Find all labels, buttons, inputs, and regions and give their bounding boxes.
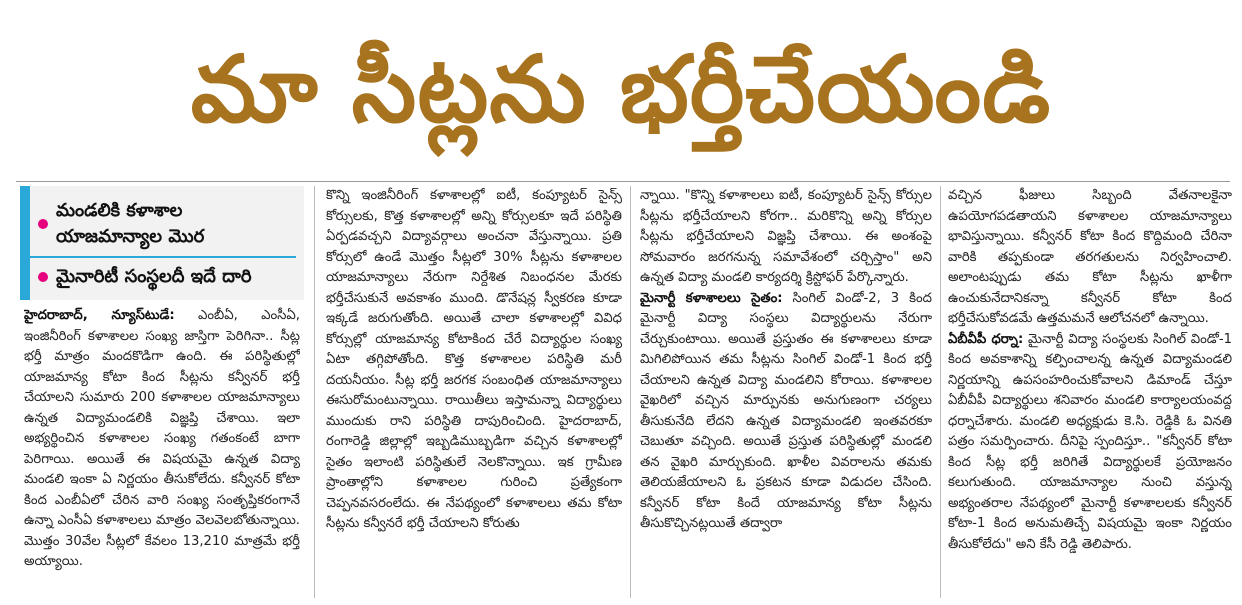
bullet-dot-icon [38, 272, 48, 282]
bullet-dot-icon [38, 219, 48, 229]
headline: మా సీట్లను భర్తీచేయండి [190, 36, 1052, 143]
column-4-paragraph-1 [948, 186, 1232, 330]
column-4-body-2: మైనార్టీ విద్యా సంస్థలకు సింగిల్ విండో-1 కింద అవకాశాన్ని కల్పించాలన్న ఉన్నత విద్యామండలి నిర్ణయాన్ని ఉపసంహరించుకోవాలని డిమాండ్ చేస్తూ ఏబీవీపీ విద్యార్థులు శనివారం మండలి కార్యాలయంవద్ద ధర్నాచేశారు. మండలి అధ్యక్షుడు కె.సి. రెడ్డికి ఓ వినతి పత్రం సమర్పించారు. దీనిపై స్పందిస్తూ.. "కన్వీనర్ కోటా కింద సీట్ల భర్తీ జరిగితే విద్యార్థులకే ప్రయోజనం కలుగుతుంది. యాజమాన్యాల నుంచి వస్తున్న అభ్యంతరాల నేపథ్యంలో మైనార్టీ కళాశాలలకు కన్వీనర్ కోటా-1 కింద అనుమతిచ్చే విషయమై ఇంకా నిర్ణయం తీసుకోలేదు" అని కేసీ రెడ్డి తెలిపారు. [948, 331, 1232, 552]
sidebox-accent [20, 186, 30, 300]
dateline: హైదరాబాద్, న్యూస్‌టుడే: [24, 308, 175, 323]
article-column-3 [640, 186, 932, 598]
column-rule [630, 186, 631, 598]
column-rule [314, 186, 315, 598]
column-1-paragraph [24, 306, 300, 573]
column-4-paragraph-2 [948, 330, 1232, 556]
column-2-paragraph [326, 186, 622, 535]
headline-rule [16, 181, 1230, 182]
sidebox-bullet-1-text: మండలికి కళాశాల యాజమాన్యాల మొర [56, 200, 205, 247]
sidebox-divider [30, 256, 296, 258]
sidebox-bullet-1 [38, 198, 294, 250]
subhead-abvp: ఏబీవీపీ ధర్నా: [948, 331, 1024, 347]
sidebar-box [20, 186, 304, 300]
article-column-2 [326, 186, 622, 598]
column-4-body-1: వచ్చిన ఫీజులు సిబ్బంది వేతనాలకైనా ఉపయోగపడతాయని కళాశాలల యాజమాన్యాలు భావిస్తున్నాయి. కన్వీనర్ కోటా కింద కొద్దిమంది చేరినా వారికి తప్పకుండా తరగతులను నిర్వహించాలి. అలాంటప్పుడు తమ కోటా సీట్లను ఖాళీగా ఉంచుకునేదానికన్నా కన్వీనర్ కోటా కింద భర్తీచేసుకోవడమే ఉత్తమమనే ఆలోచనలో ఉన్నాయి. [948, 188, 1232, 326]
article-column-4 [948, 186, 1232, 598]
column-rule [940, 186, 941, 598]
column-3-paragraph-2 [640, 289, 932, 535]
subhead-minority: మైనార్టీ కళాశాలలు సైతం: [640, 290, 783, 306]
column-1-body: ఎంబీఏ, ఎంసీఏ, ఇంజినీరింగ్ కళాశాలల సంఖ్య జాస్తిగా పెరిగినా.. సీట్ల భర్తీ మాత్రం మందకొడిగా ఉంది. ఈ పరిస్థితుల్లో యాజమాన్య కోటా కింద సీట్లను కన్వీనర్ భర్తీ చేయాలని సుమారు 200 కళాశాలల యాజమాన్యాలు ఉన్నత విద్యామండలికి విజ్ఞప్తి చేశాయి. ఇలా అభ్యర్థించిన కళాశాలల సంఖ్య గతంకంటే బాగా పెరిగాయి. అయితే ఈ విషయమై ఉన్నత విద్యా మండలి ఇంకా ఏ నిర్ణయం తీసుకోలేదు. కన్వీనర్ కోటా కింద ఎంబీఏలో చేరిన వారి సంఖ్య సంతృప్తికరంగానే ఉన్నా ఎంసీఏ కళాశాలలు మాత్రం వెలవెలబోతున్నాయి. మొత్తం 30వేల సీట్లలో కేవలం 13,210 మాత్రమే భర్తీ అయ్యాయి. [24, 308, 300, 569]
article-column-1 [24, 306, 300, 598]
sidebox-bullet-2 [38, 264, 294, 290]
sidebox-bullet-2-text: మైనారిటీ సంస్థలదీ ఇదే దారి [56, 266, 252, 287]
column-3-paragraph-1 [640, 186, 932, 289]
column-2-body: కొన్ని ఇంజినీరింగ్ కళాశాలల్లో ఐటీ, కంప్యూటర్ సైన్స్ కోర్సులకు, కొత్త కళాశాలల్లో అన్ని కోర్సులకూ ఇదే పరిస్థితి ఏర్పడవచ్చని విద్యావర్గాలు అంచనా వేస్తున్నాయి. ప్రతి కోర్సులో ఉండే మొత్తం సీట్లలో 30% సీట్లను కళాశాలల యాజమాన్యాలు నేరుగా నిర్దేశిత నిబంధనల మేరకు భర్తీచేసుకునే అవకాశం ముంది. డొనేషన్ల స్వీకరణ కూడా ఇక్కడే జరుగుతోంది. అయితే చాలా కళాశాలల్లో వివిధ కోర్సుల్లో యాజమాన్య కోటాకింద చేరే విద్యార్థుల సంఖ్య ఏటా తగ్గిపోతోంది. కొత్త కళాశాలల పరిస్థితి మరీ దయనీయం. సీట్ల భర్తీ జరగక సంబంధిత యాజమాన్యాలు ఈసురోమంటున్నాయి. రాయితీలు ఇస్తామన్నా విద్యార్థులు ముందుకు రాని పరిస్థితి దాపురించింది. హైదరాబాద్, రంగారెడ్డి జిల్లాల్లో ఇబ్బడిముబ్బడిగా వచ్చిన కళాశాలల్లో సైతం ఇలాంటి పరిస్థితులే నెలకొన్నాయి. ఇక గ్రామీణ ప్రాంతాల్లోని కళాశాలల గురించి ప్రత్యేకంగా చెప్పనవసరంలేదు. ఈ నేపథ్యంలో కళాశాలలు తమ కోటా సీట్లను కన్వీనరే భర్తీ చేయాలని కోరుతు [326, 188, 622, 531]
column-3-body-2: సింగిల్ విండో-2, 3 కింద మైనార్టీ విద్యా సంస్థలు విద్యార్థులను నేరుగా చేర్చుకుంటాయి. అయితే ప్రస్తుతం ఈ కళాశాలలు కూడా మిగిలిపోయిన తమ సీట్లను సింగిల్ విండో-1 కింద భర్తీ చేయాలని ఉన్నత విద్యా మండలిని కోరాయి. కళాశాలల వైఖరిలో వచ్చిన మార్పునకు అనుగుణంగా చర్యలు తీసుకునేది లేదని ఉన్నత విద్యామండలి ఇంతవరకూ చెబుతూ వచ్చింది. అయితే ప్రస్తుత పరిస్థితుల్లో మండలి తన వైఖరి మార్చుకుంది. ఖాళీల వివరాలను తమకు తెలియజేయాలని ఓ ప్రకటన కూడా విడుదల చేసింది. కన్వీనర్ కోటా కిందే యాజమాన్య కోటా సీట్లను తీసుకొచ్చినట్లయితే తద్వారా [640, 290, 932, 531]
column-3-body-1: న్నాయి. "కొన్ని కళాశాలలు ఐటీ, కంప్యూటర్ సైన్స్ కోర్సుల సీట్లను భర్తీచేయాలని కోరగా.. మరికొన్ని అన్ని కోర్సుల సీట్లను భర్తీచేయాలని విజ్ఞప్తి చేశాయి. ఈ అంశంపై సోమవారం జరగనున్న సమావేశంలో చర్చిస్తాం" అని ఉన్నత విద్యా మండలి కార్యదర్శి క్రిస్టోఫర్ పేర్కొన్నారు. [640, 188, 932, 285]
